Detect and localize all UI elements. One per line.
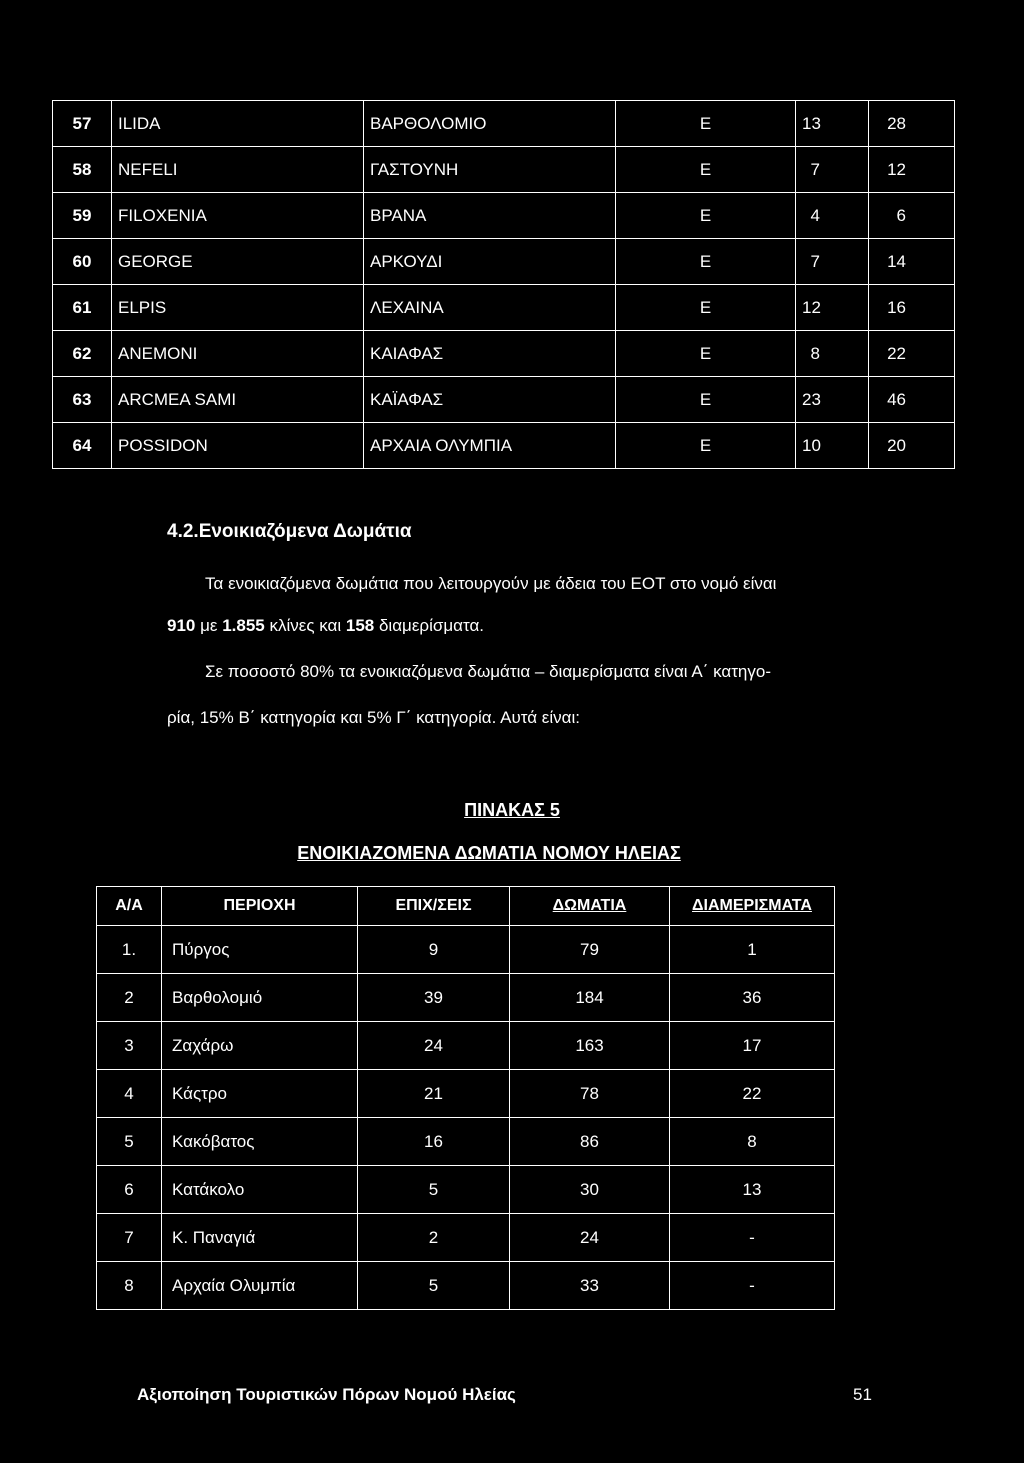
row-businesses: 9 [358,926,510,974]
hotel-name: ILIDA [112,101,364,147]
hotel-beds: 46 [869,377,955,423]
row-apartments: 13 [670,1166,835,1214]
table-caption-title: ΕΝΟΙΚΙΑΖΟΜΕΝΑ ΔΩΜΑΤΙΑ ΝΟΜΟΥ ΗΛΕΙΑΣ [297,843,681,863]
hotel-number: 59 [53,193,112,239]
paragraph-1-line-2 [167,616,484,636]
row-aa: 8 [97,1262,162,1310]
hotel-class: Ε [616,331,796,377]
hotel-beds: 22 [869,331,955,377]
table-row [97,1262,835,1310]
row-rooms: 86 [510,1118,670,1166]
header-rooms: ΔΩΜΑΤΙΑ [510,887,670,926]
table-row [53,423,955,469]
hotel-class: Ε [616,101,796,147]
text-fragment: κλίνες και [264,616,346,635]
hotel-number: 63 [53,377,112,423]
hotel-rooms: 8 [796,331,869,377]
table-row [97,1022,835,1070]
row-apartments: 17 [670,1022,835,1070]
hotel-beds: 12 [869,147,955,193]
row-rooms: 78 [510,1070,670,1118]
row-area: Βαρθολομιό [162,974,358,1022]
row-aa: 3 [97,1022,162,1070]
paragraph-2-line-2: ρία, 15% Β΄ κατηγορία και 5% Γ΄ κατηγορία. Αυτά είναι: [167,708,580,727]
hotel-rooms: 13 [796,101,869,147]
row-aa: 5 [97,1118,162,1166]
table-row [97,1214,835,1262]
row-rooms: 184 [510,974,670,1022]
row-apartments: 1 [670,926,835,974]
row-rooms: 79 [510,926,670,974]
text-fragment: με [195,616,223,635]
table-caption-number: ΠΙΝΑΚΑΣ 5 [464,800,560,820]
hotel-location: ΑΡΧΑΙΑ ΟΛΥΜΠΙΑ [364,423,616,469]
row-apartments: - [670,1214,835,1262]
hotel-location: ΚΑΙΑΦΑΣ [364,331,616,377]
hotel-class: Ε [616,147,796,193]
hotel-location: ΒΡΑΝΑ [364,193,616,239]
row-rooms: 30 [510,1166,670,1214]
hotel-name: ANEMONI [112,331,364,377]
table-row [53,101,955,147]
row-area: Αρχαία Ολυμπία [162,1262,358,1310]
row-area: Κ. Παναγιά [162,1214,358,1262]
page-number: 51 [853,1385,872,1404]
hotel-location: ΛΕΧΑΙΝΑ [364,285,616,331]
hotel-name: ELPIS [112,285,364,331]
rooms-table-body [97,926,835,1310]
hotel-number: 60 [53,239,112,285]
table-row [97,926,835,974]
hotel-class: Ε [616,377,796,423]
rooms-count: 910 [167,616,196,635]
row-area: Ζαχάρω [162,1022,358,1070]
hotel-rooms: 12 [796,285,869,331]
table-row [97,1166,835,1214]
hotel-rooms: 23 [796,377,869,423]
row-area: Πύργος [162,926,358,974]
row-businesses: 24 [358,1022,510,1070]
hotel-name: ARCMEA SAMI [112,377,364,423]
hotel-name: GEORGE [112,239,364,285]
header-area: ΠΕΡΙΟΧΗ [162,887,358,926]
hotel-location: ΒΑΡΘΟΛΟΜΙΟ [364,101,616,147]
header-businesses: ΕΠΙΧ/ΣΕΙΣ [358,887,510,926]
table-row [97,1070,835,1118]
row-rooms: 24 [510,1214,670,1262]
row-businesses: 21 [358,1070,510,1118]
row-area: Κακόβατος [162,1118,358,1166]
hotel-rooms: 7 [796,239,869,285]
table-row [53,239,955,285]
hotel-number: 64 [53,423,112,469]
hotel-name: POSSIDON [112,423,364,469]
hotel-class: Ε [616,423,796,469]
header-aa: Α/Α [97,887,162,926]
hotel-number: 61 [53,285,112,331]
row-businesses: 16 [358,1118,510,1166]
hotel-number: 62 [53,331,112,377]
hotel-name: FILOXENIA [112,193,364,239]
text-fragment: διαμερίσματα. [374,616,485,635]
hotel-class: Ε [616,193,796,239]
hotel-location: ΚΑΪΑΦΑΣ [364,377,616,423]
hotel-class: Ε [616,285,796,331]
paragraph-1-line-1: Τα ενοικιαζόμενα δωμάτια που λειτουργούν με άδεια του ΕΟΤ στο νομό είναι [205,574,777,593]
row-aa: 6 [97,1166,162,1214]
table-row [53,147,955,193]
row-businesses: 5 [358,1262,510,1310]
row-aa: 2 [97,974,162,1022]
row-aa: 1. [97,926,162,974]
beds-count: 1.855 [222,616,265,635]
paragraph-2-line-1: Σε ποσοστό 80% τα ενοικιαζόμενα δωμάτια – διαμερίσματα είναι Α΄ κατηγο- [205,662,771,681]
hotel-beds: 16 [869,285,955,331]
hotel-location: ΑΡΚΟΥΔΙ [364,239,616,285]
header-apartments: ΔΙΑΜΕΡΙΣΜΑΤΑ [670,887,835,926]
hotel-name: NEFELI [112,147,364,193]
row-aa: 7 [97,1214,162,1262]
row-area: Κάςτρο [162,1070,358,1118]
hotel-beds: 28 [869,101,955,147]
table-row [53,285,955,331]
hotel-number: 58 [53,147,112,193]
row-apartments: - [670,1262,835,1310]
hotel-beds: 20 [869,423,955,469]
hotel-beds: 6 [869,193,955,239]
row-aa: 4 [97,1070,162,1118]
rooms-table-header-row [97,887,835,926]
hotel-rooms: 10 [796,423,869,469]
hotels-table-body [53,101,955,469]
row-area: Κατάκολο [162,1166,358,1214]
row-businesses: 5 [358,1166,510,1214]
table-row [97,1118,835,1166]
row-apartments: 36 [670,974,835,1022]
row-apartments: 22 [670,1070,835,1118]
hotel-location: ΓΑΣΤΟΥΝΗ [364,147,616,193]
footer-title: Αξιοποίηση Τουριστικών Πόρων Νομού Ηλείας [137,1385,516,1404]
table-row [53,331,955,377]
table-row [53,193,955,239]
hotel-rooms: 4 [796,193,869,239]
section-title: 4.2.Ενοικιαζόμενα Δωμάτια [167,521,412,542]
row-rooms: 163 [510,1022,670,1070]
row-apartments: 8 [670,1118,835,1166]
apartments-count: 158 [345,616,375,635]
hotel-rooms: 7 [796,147,869,193]
row-businesses: 39 [358,974,510,1022]
hotel-class: Ε [616,239,796,285]
table-row [97,974,835,1022]
hotel-number: 57 [53,101,112,147]
table-row [53,377,955,423]
hotel-beds: 14 [869,239,955,285]
row-businesses: 2 [358,1214,510,1262]
row-rooms: 33 [510,1262,670,1310]
rooms-table [96,886,835,1310]
hotels-table [52,100,955,469]
